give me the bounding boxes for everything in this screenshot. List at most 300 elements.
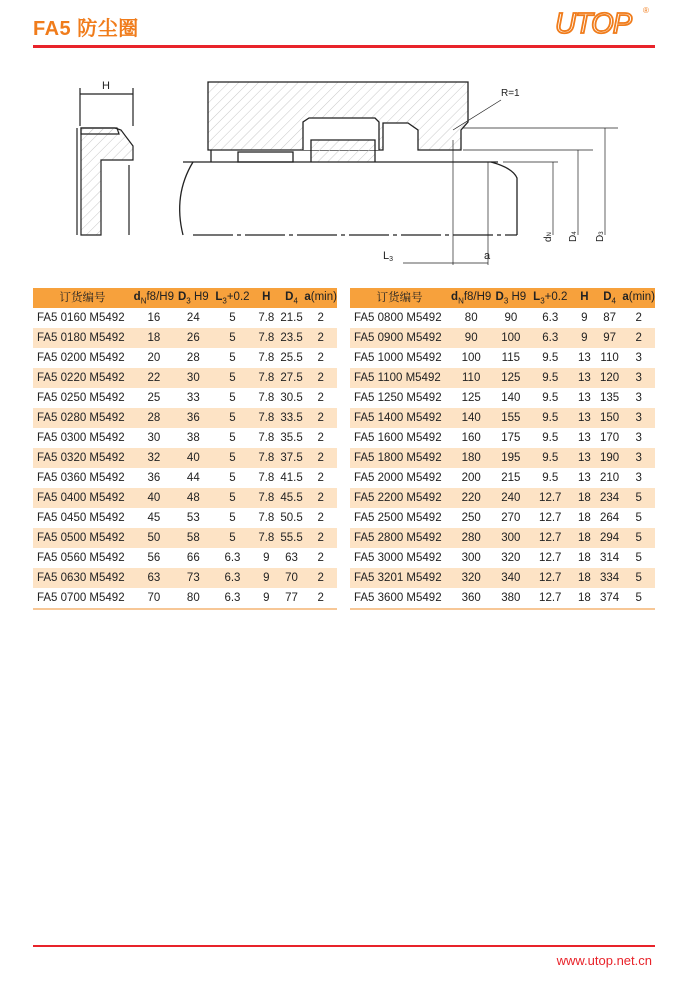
table-cell: 270 [501, 512, 521, 524]
table-cell: 7.8 [254, 488, 279, 508]
table-cell: 56 [147, 552, 161, 564]
table-cell: 2 [317, 392, 324, 404]
table-cell: 16 [147, 312, 161, 324]
table-cell: 215 [501, 472, 521, 484]
table-row [350, 548, 655, 568]
table-cell: 3 [622, 408, 655, 428]
order-code-cell: FA5 1100 M5492 [350, 368, 449, 388]
header-rule [33, 45, 655, 48]
table-row [33, 488, 337, 508]
table-cell: 210 [600, 472, 620, 484]
table-row [350, 468, 655, 488]
table-cell: 2 [304, 488, 337, 508]
table-cell: 36 [176, 408, 211, 428]
table-cell: 26 [176, 328, 211, 348]
order-code-cell: FA5 2000 M5492 [354, 472, 442, 484]
table-cell: 18 [572, 488, 597, 508]
order-code-cell: FA5 0250 M5492 [37, 392, 125, 404]
table-cell: 115 [501, 352, 520, 364]
column-header-suffix: +0.2 [544, 290, 568, 303]
table-cell: 314 [600, 552, 620, 564]
table-cell: 5 [229, 432, 236, 444]
table-cell: 70 [279, 568, 305, 588]
column-header-sub: N [140, 296, 147, 306]
dn-sub: N [547, 232, 553, 237]
radius-label: R=1 [501, 88, 520, 99]
table-row [350, 308, 655, 328]
table-cell: 63 [132, 568, 176, 588]
table-cell: 5 [229, 312, 236, 324]
table-cell: 28 [132, 408, 176, 428]
table-cell: 2 [317, 512, 324, 524]
table-row [350, 588, 655, 609]
table-row [33, 548, 337, 568]
table-cell: 7.8 [258, 392, 275, 404]
table-cell: 40 [176, 448, 211, 468]
table-cell: 24 [186, 312, 200, 324]
table-cell: 2 [622, 328, 655, 348]
table-cell: 18 [577, 512, 591, 524]
table-cell: 7.8 [254, 448, 279, 468]
table-cell: 5 [622, 568, 655, 588]
column-header [304, 288, 337, 308]
table-row [350, 448, 655, 468]
table-cell: 100 [461, 352, 481, 364]
table-cell: 55.5 [279, 528, 305, 548]
order-code-cell: FA5 3000 M5492 [354, 552, 442, 564]
table-cell: 5 [622, 488, 655, 508]
table-cell: 12.7 [529, 488, 572, 508]
table-cell: 264 [600, 512, 620, 524]
column-header-suffix: f8/H9 [463, 290, 492, 303]
dimension-label-d4 [568, 231, 579, 242]
table-cell: 30 [176, 368, 211, 388]
order-code-cell: FA5 0800 M5492 [354, 312, 442, 324]
seal-cross-section-diagram [33, 70, 655, 280]
column-header-sub: N [458, 296, 464, 306]
table-cell: 2 [317, 312, 324, 324]
table-cell: 5 [622, 588, 655, 609]
table-cell: 66 [186, 552, 200, 564]
order-code-cell: FA5 2500 M5492 [354, 512, 442, 524]
table-cell: 90 [449, 328, 493, 348]
column-header-main: D [603, 290, 612, 303]
table-row [350, 408, 655, 428]
table-cell: 300 [461, 552, 481, 564]
order-code-cell: FA5 1400 M5492 [350, 408, 449, 428]
table-cell: 23.5 [279, 328, 305, 348]
column-header-main: a [622, 290, 629, 303]
table-cell: 5 [211, 368, 254, 388]
table-cell: 374 [597, 588, 622, 609]
column-header-sub: 3 [503, 296, 509, 306]
table-cell: 3 [635, 352, 642, 364]
column-header [597, 288, 622, 308]
column-header [254, 288, 279, 308]
table-cell: 35.5 [280, 432, 303, 444]
dimension-label-dn [543, 232, 554, 242]
table-cell: 9.5 [529, 448, 572, 468]
d4-main: D [568, 234, 579, 242]
d3-sub: 3 [599, 231, 605, 235]
dimension-label-h: H [102, 80, 110, 92]
order-code-cell: FA5 0700 M5492 [33, 588, 132, 609]
column-header-main: d [451, 290, 459, 303]
table-cell: 5 [211, 408, 254, 428]
table-cell: 38 [186, 432, 200, 444]
table-cell: 12.7 [539, 552, 562, 564]
footer-url[interactable]: www.utop.net.cn [556, 953, 652, 968]
order-code-cell: FA5 1000 M5492 [354, 352, 442, 364]
column-header-sub: 4 [611, 296, 616, 306]
table-cell: 5 [229, 472, 236, 484]
table-cell: 170 [600, 432, 620, 444]
table-cell: 5 [635, 512, 642, 524]
table-cell: 13 [577, 472, 591, 484]
table-row [33, 408, 337, 428]
table-cell: 2 [304, 368, 337, 388]
table-cell: 9 [254, 568, 279, 588]
table-cell: 9.5 [542, 432, 559, 444]
table-header-row [33, 288, 337, 308]
table-cell: 7.8 [258, 312, 275, 324]
table-cell: 25.5 [280, 352, 303, 364]
table-cell: 30 [147, 432, 161, 444]
table-cell: 300 [493, 528, 529, 548]
table-cell: 13 [577, 432, 591, 444]
table-cell: 2 [317, 552, 324, 564]
table-cell: 120 [597, 368, 622, 388]
table-cell: 280 [449, 528, 493, 548]
table-cell: 250 [461, 512, 481, 524]
order-code-cell: FA5 0220 M5492 [33, 368, 132, 388]
table-cell: 45 [147, 512, 161, 524]
table-cell: 7.8 [254, 328, 279, 348]
column-header [493, 288, 529, 308]
table-cell: 9.5 [529, 368, 572, 388]
table-cell: 3 [635, 392, 642, 404]
table-cell: 12.7 [529, 528, 572, 548]
table-cell: 13 [577, 352, 591, 364]
order-code-cell: FA5 0360 M5492 [37, 472, 125, 484]
column-header [572, 288, 597, 308]
table-cell: 25 [147, 392, 161, 404]
table-cell: 80 [176, 588, 211, 609]
column-header-suffix: +0.2 [226, 290, 250, 303]
table-row [33, 468, 337, 488]
table-cell: 3 [635, 472, 642, 484]
table-cell: 140 [501, 392, 521, 404]
table-row [33, 348, 337, 368]
table-cell: 2 [317, 472, 324, 484]
table-cell: 63 [285, 552, 298, 564]
table-cell: 160 [461, 432, 481, 444]
table-row [350, 348, 655, 368]
table-cell: 220 [449, 488, 493, 508]
table-cell: 9.5 [542, 352, 559, 364]
table-row [350, 508, 655, 528]
column-header [176, 288, 211, 308]
table-row [350, 568, 655, 588]
utop-logo [553, 4, 653, 38]
footer-rule [33, 945, 655, 947]
table-cell: 340 [493, 568, 529, 588]
table-row [33, 368, 337, 388]
order-code-cell: FA5 0160 M5492 [37, 312, 125, 324]
table-cell: 135 [600, 392, 620, 404]
table-cell: 5 [622, 528, 655, 548]
table-cell: 2 [304, 588, 337, 609]
table-row [350, 488, 655, 508]
column-header-main: L [533, 290, 541, 303]
table-row [33, 528, 337, 548]
table-cell: 175 [501, 432, 521, 444]
table-cell: 13 [572, 368, 597, 388]
table-cell: 7.8 [258, 352, 275, 364]
table-row [33, 308, 337, 328]
table-cell: 6.3 [224, 552, 241, 564]
table-row [350, 388, 655, 408]
order-code-cell: FA5 0560 M5492 [37, 552, 125, 564]
table-cell: 30.5 [280, 392, 303, 404]
order-code-cell: FA5 3600 M5492 [350, 588, 449, 609]
table-cell: 90 [504, 312, 518, 324]
seal-profile [77, 88, 133, 235]
table-cell: 2 [635, 312, 642, 324]
column-header-main: L [215, 290, 223, 303]
logo-text: UTOP [555, 8, 632, 38]
table-cell: 9.5 [542, 472, 559, 484]
column-header-main: H [262, 290, 271, 303]
table-cell: 73 [176, 568, 211, 588]
column-header-sub: 3 [186, 296, 191, 306]
table-cell: 7.8 [254, 368, 279, 388]
table-cell: 87 [603, 312, 616, 324]
table-row [33, 448, 337, 468]
order-code-cell: FA5 0900 M5492 [350, 328, 449, 348]
table-cell: 44 [186, 472, 200, 484]
order-code-cell: FA5 0180 M5492 [33, 328, 132, 348]
column-header-suffix: (min) [310, 290, 337, 303]
column-header-main: H [580, 290, 589, 303]
column-header [449, 288, 493, 308]
dimension-table-left [33, 288, 337, 610]
table-cell: 45.5 [279, 488, 305, 508]
table-cell: 100 [493, 328, 529, 348]
dimension-label-a: a [484, 250, 491, 262]
table-cell: 9 [572, 328, 597, 348]
table-cell: 7.8 [258, 512, 275, 524]
table-cell: 150 [597, 408, 622, 428]
table-cell: 6.3 [529, 328, 572, 348]
table-cell: 3 [622, 448, 655, 468]
table-cell: 6.3 [211, 588, 254, 609]
column-header-main: D [495, 290, 504, 303]
table-cell: 5 [211, 448, 254, 468]
table-row [33, 428, 337, 448]
table-cell: 380 [493, 588, 529, 609]
order-code-cell: FA5 1600 M5492 [354, 432, 442, 444]
column-header-main: 订货编号 [59, 292, 106, 305]
table-cell: 125 [493, 368, 529, 388]
column-header-suffix: H9 [190, 290, 209, 303]
table-cell: 32 [132, 448, 176, 468]
table-cell: 50.5 [280, 512, 303, 524]
order-code-cell: FA5 0200 M5492 [37, 352, 125, 364]
table-row [33, 328, 337, 348]
table-cell: 27.5 [279, 368, 305, 388]
column-header-suffix: (min) [628, 290, 655, 303]
table-cell: 7.8 [254, 408, 279, 428]
table-cell: 234 [597, 488, 622, 508]
table-cell: 5 [211, 528, 254, 548]
table-cell: 41.5 [280, 472, 303, 484]
table-cell: 21.5 [280, 312, 303, 324]
table-cell: 22 [132, 368, 176, 388]
table-cell: 110 [600, 352, 619, 364]
table-cell: 9.5 [529, 408, 572, 428]
table-row [33, 508, 337, 528]
column-header-main: d [133, 290, 141, 303]
table-row [33, 568, 337, 588]
table-cell: 2 [304, 528, 337, 548]
column-header [132, 288, 176, 308]
table-cell: 53 [186, 512, 200, 524]
table-cell: 5 [635, 552, 642, 564]
table-cell: 2 [304, 448, 337, 468]
housing [208, 82, 468, 162]
table-cell: 18 [577, 552, 591, 564]
table-cell: 70 [132, 588, 176, 609]
table-cell: 5 [211, 488, 254, 508]
table-cell: 2 [304, 568, 337, 588]
table-cell: 9 [581, 312, 588, 324]
table-cell: 334 [597, 568, 622, 588]
table-cell: 190 [597, 448, 622, 468]
table-cell: 200 [461, 472, 481, 484]
table-cell: 48 [176, 488, 211, 508]
table-cell: 18 [132, 328, 176, 348]
order-code-cell: FA5 0320 M5492 [33, 448, 132, 468]
table-cell: 320 [449, 568, 493, 588]
column-header-sub: 4 [293, 296, 298, 306]
column-header [529, 288, 572, 308]
table-cell: 6.3 [542, 312, 559, 324]
table-cell: 13 [572, 408, 597, 428]
table-cell: 12.7 [529, 568, 572, 588]
table-cell: 140 [449, 408, 493, 428]
table-cell: 36 [147, 472, 161, 484]
table-cell: 155 [493, 408, 529, 428]
logo-registered-mark: ® [643, 6, 649, 15]
table-cell: 5 [229, 392, 236, 404]
d3-main: D [595, 234, 606, 242]
table-cell: 77 [279, 588, 305, 609]
table-cell: 97 [597, 328, 622, 348]
dimension-label-d3 [595, 231, 606, 242]
shaft [180, 150, 517, 235]
table-cell: 240 [493, 488, 529, 508]
table-cell: 180 [449, 448, 493, 468]
l3-sub: 3 [389, 256, 394, 263]
table-row [33, 588, 337, 609]
dn-main: d [543, 236, 554, 242]
table-cell: 5 [229, 352, 236, 364]
table-cell: 18 [572, 528, 597, 548]
table-cell: 13 [577, 392, 591, 404]
l3-main: L [383, 250, 390, 262]
table-cell: 195 [493, 448, 529, 468]
table-cell: 33 [186, 392, 200, 404]
table-cell: 3 [635, 432, 642, 444]
order-code-cell: FA5 2200 M5492 [350, 488, 449, 508]
column-header [350, 288, 449, 308]
order-code-cell: FA5 0500 M5492 [33, 528, 132, 548]
table-cell: 7.8 [258, 472, 275, 484]
table-cell: 13 [572, 448, 597, 468]
d4-sub: 4 [572, 231, 578, 235]
table-row [350, 528, 655, 548]
column-header-main: a [304, 290, 311, 303]
column-header-sub: 3 [222, 296, 227, 306]
table-header-row [350, 288, 655, 308]
table-cell: 18 [572, 568, 597, 588]
column-header-main: 订货编号 [376, 292, 423, 305]
order-code-cell: FA5 0450 M5492 [37, 512, 125, 524]
table-cell: 40 [132, 488, 176, 508]
column-header-suffix: f8/H9 [146, 290, 174, 303]
column-header-main: D [285, 290, 294, 303]
page-title: FA5 防尘圈 [33, 18, 139, 40]
table-cell: 2 [317, 352, 324, 364]
column-header-main: D [177, 290, 187, 303]
table-cell: 28 [186, 352, 200, 364]
table-cell: 58 [176, 528, 211, 548]
column-header [33, 288, 132, 308]
table-cell: 20 [147, 352, 161, 364]
table-row [350, 328, 655, 348]
order-code-cell: FA5 2800 M5492 [350, 528, 449, 548]
column-header [622, 288, 655, 308]
table-cell: 2 [317, 432, 324, 444]
table-cell: 9 [254, 588, 279, 609]
order-code-cell: FA5 1800 M5492 [350, 448, 449, 468]
table-cell: 7.8 [258, 432, 275, 444]
table-cell: 50 [132, 528, 176, 548]
table-cell: 294 [597, 528, 622, 548]
column-header [211, 288, 254, 308]
order-code-cell: FA5 3201 M5492 [350, 568, 449, 588]
table-cell: 80 [464, 312, 478, 324]
table-cell: 360 [449, 588, 493, 609]
order-code-cell: FA5 1250 M5492 [354, 392, 442, 404]
order-code-cell: FA5 0280 M5492 [33, 408, 132, 428]
table-cell: 37.5 [279, 448, 305, 468]
table-cell: 125 [461, 392, 481, 404]
table-row [350, 428, 655, 448]
table-cell: 9.5 [542, 392, 559, 404]
dimension-table-right [350, 288, 655, 610]
table-cell: 33.5 [279, 408, 305, 428]
table-cell: 12.7 [529, 588, 572, 609]
table-cell: 7.8 [254, 528, 279, 548]
table-cell: 2 [304, 328, 337, 348]
table-cell: 6.3 [211, 568, 254, 588]
order-code-cell: FA5 0300 M5492 [37, 432, 125, 444]
column-header-suffix: H9 [508, 290, 527, 303]
dimension-label-l3 [383, 250, 393, 263]
column-header [279, 288, 305, 308]
